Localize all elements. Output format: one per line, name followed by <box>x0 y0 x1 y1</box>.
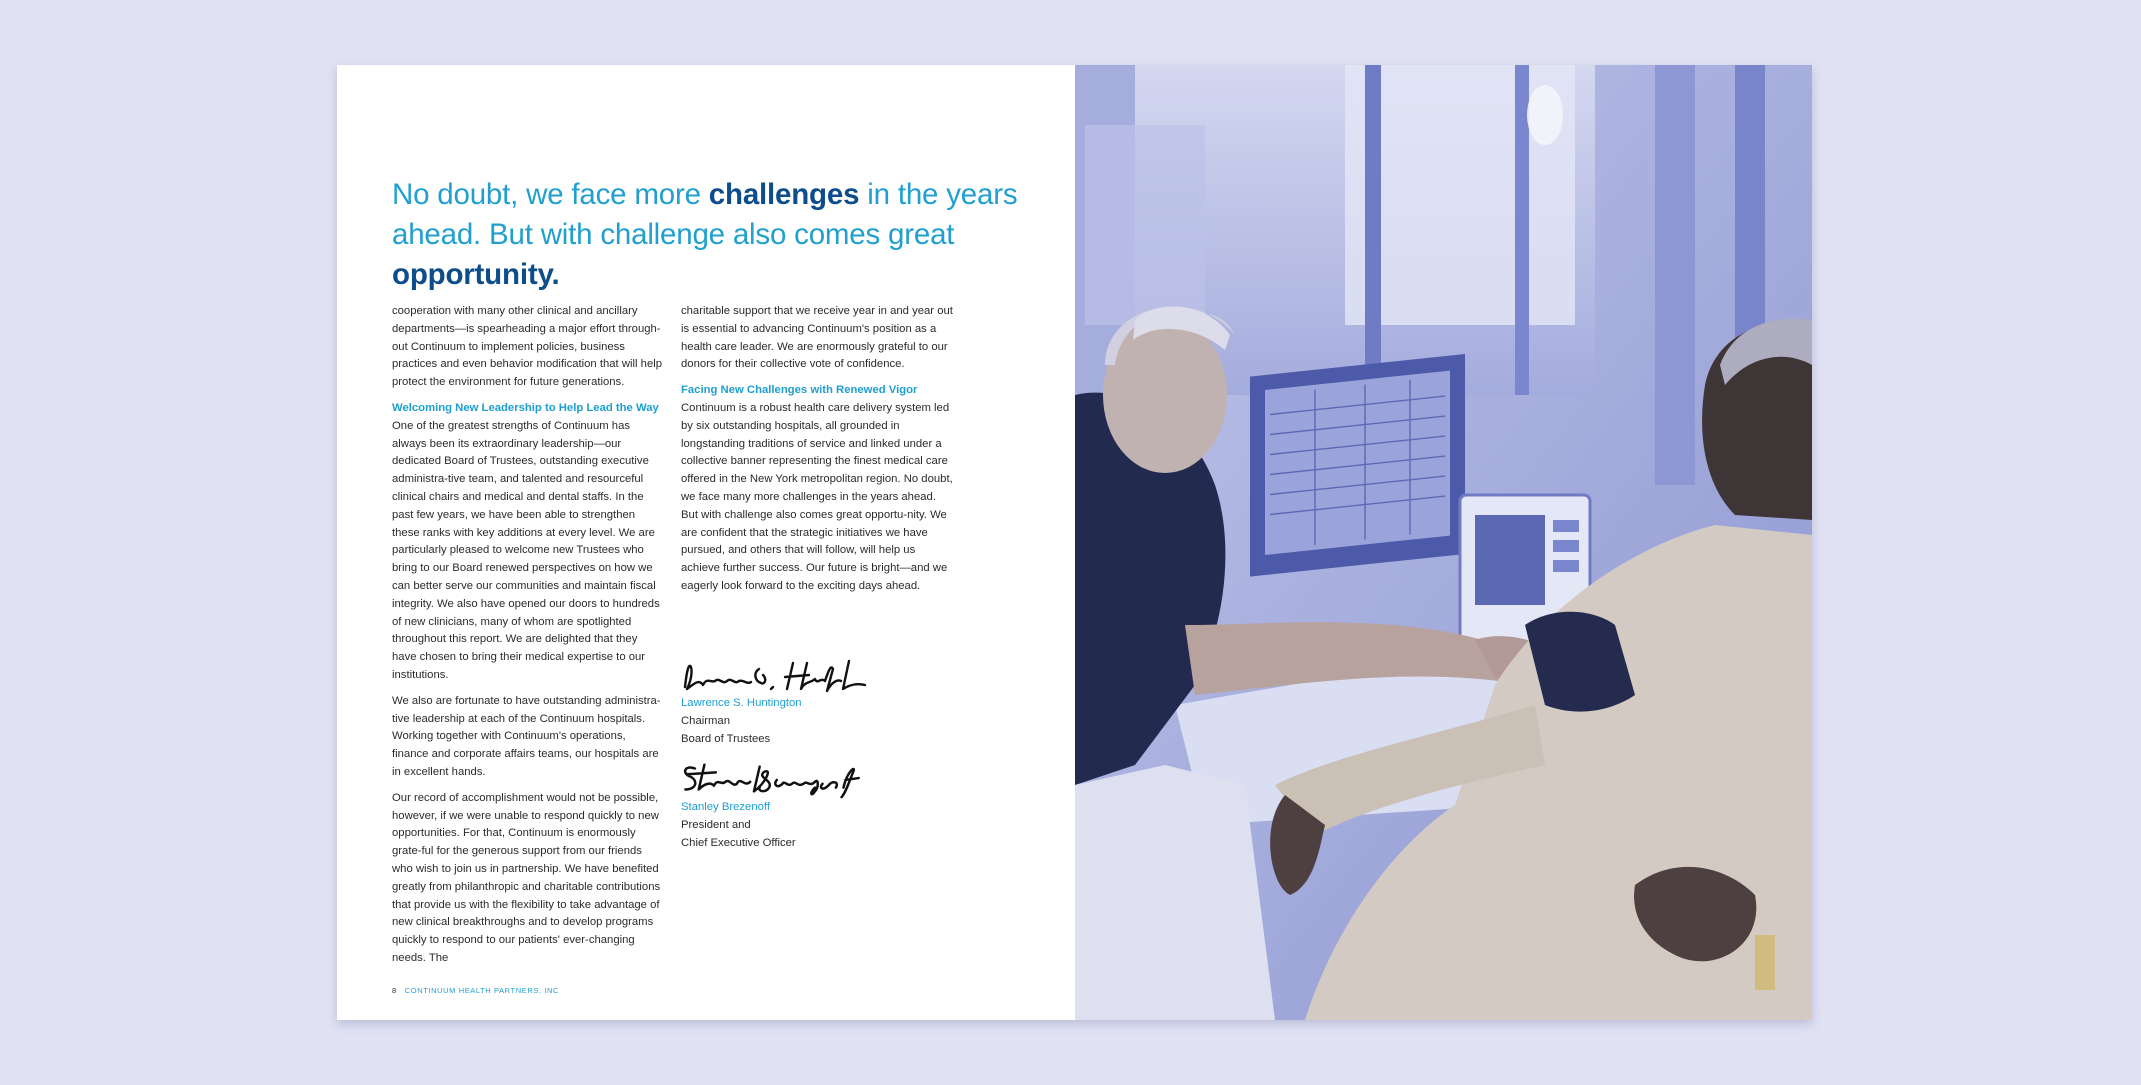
right-page-photo <box>1075 65 1812 1020</box>
headline-text-1: No doubt, we face more <box>392 178 709 211</box>
headline-emphasis-challenges: challenges <box>708 178 860 211</box>
signature-block-chairman <box>681 655 941 748</box>
paragraph: charitable support that we receive year in and year out is essential to advancing Continuum's position as a health care leader. We are enormously grateful to our donors for their collective vote of confidence. <box>681 305 953 371</box>
paragraph: cooperation with many other clinical and ancillary departments—is spearheading a major effort through-out Continuum to implement policies, business practices and even behavior modification that will help protect the environment for future generations. <box>392 305 663 389</box>
headline-emphasis-opportunity: opportunity. <box>392 258 560 291</box>
text-column-right <box>681 303 953 604</box>
signatory-name: Stanley Brezenoff <box>681 801 770 813</box>
paragraph: Our record of accomplishment would not be possible, however, if we were unable to respond quickly to new opportunities. For that, Continuum is enormously grate-ful for the generous support from our friends who wish to join us in partnership. We have benefited greatly from philanthropic and charitable contributions that provide us with the flexibility to take advantage of new clinical breakthroughs and to develop programs quickly to respond to our patients' ever-changing needs. The <box>392 791 661 964</box>
signatory-title: Board of Trustees <box>681 732 771 745</box>
pull-quote-headline <box>392 175 1052 295</box>
report-spread <box>337 65 1812 1020</box>
page-number: 8 <box>392 986 397 995</box>
page-footer <box>392 986 559 995</box>
text-column-left <box>392 303 664 976</box>
organization-name: CONTINUUM HEALTH PARTNERS, INC <box>404 986 560 995</box>
signatory-title: President and <box>681 818 751 831</box>
headline-text-2: in the years ahead. But with challenge also comes great <box>392 178 1018 251</box>
paragraph: Continuum is a robust health care delivery system led by six outstanding hospitals, all grounded in longstanding traditions of service and linked under a collective banner representing the finest medical care offered in the New York metropolitan region. No doubt, we face many more challenges in the years ahead. But with challenge also comes great opportu-nity. We are confident that the strategic initiatives we have pursued, and others that will follow, will help us achieve further success. Our future is bright—and we eagerly look forward to the exciting days ahead. <box>681 401 953 592</box>
signatory-name: Lawrence S. Huntington <box>681 697 802 709</box>
paragraph: We also are fortunate to have outstanding administra-tive leadership at each of the Continuum hospitals. Working together with Continuum's operations, finance and corporate affairs teams, our hospitals are in excellent hands. <box>392 694 661 778</box>
signature-block-ceo <box>681 759 941 852</box>
handwritten-signature-icon <box>673 759 873 799</box>
subheading-new-challenges: Facing New Challenges with Renewed Vigor <box>681 384 918 397</box>
signatory-title: Chairman <box>681 714 730 727</box>
duotone-photo-doctor-patient <box>1075 65 1812 1020</box>
signatory-title: Chief Executive Officer <box>681 836 796 849</box>
left-page <box>337 65 1075 1020</box>
handwritten-signature-icon <box>681 655 881 695</box>
subheading-new-leadership: Welcoming New Leadership to Help Lead the Way <box>392 401 659 414</box>
paragraph: One of the greatest strengths of Continuum has always been its extraordinary leadership—our dedicated Board of Trustees, outstanding executive administra-tive team, and talented and resourceful clinical chairs and medical and dental staffs. In the past few years, we have been able to strengthen these ranks with key additions at every level. We are particularly pleased to welcome new Trustees who bring to our Board renewed perspectives on how we can better serve our communities and maintain fiscal integrity. We also have opened our doors to hundreds of new clinicians, many of whom are spotlighted throughout this report. We are delighted that they have chosen to bring their medical expertise to our institutions. <box>392 419 660 681</box>
